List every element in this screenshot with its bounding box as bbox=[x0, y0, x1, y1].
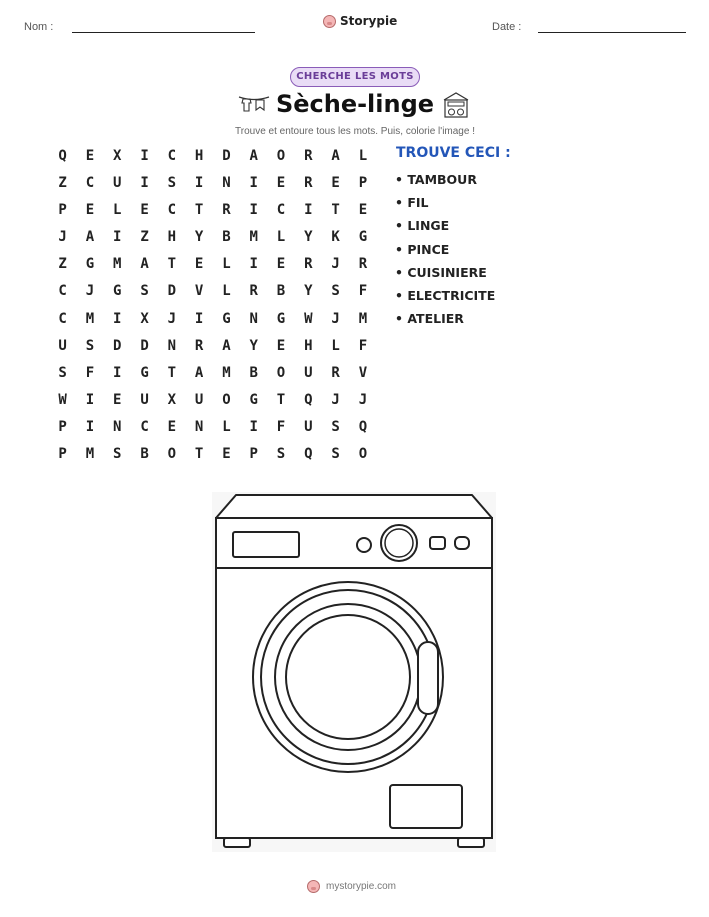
grid-letter[interactable]: V bbox=[358, 364, 368, 381]
grid-letter[interactable]: X bbox=[140, 310, 149, 327]
grid-letter[interactable]: J bbox=[358, 391, 368, 408]
grid-letter[interactable]: X bbox=[113, 148, 122, 164]
grid-letter[interactable]: R bbox=[194, 337, 204, 354]
grid-letter[interactable]: Q bbox=[304, 446, 313, 463]
grid-letter[interactable]: H bbox=[304, 337, 313, 354]
grid-letter[interactable]: O bbox=[276, 148, 286, 164]
grid-letter[interactable]: Y bbox=[304, 283, 313, 300]
grid-letter[interactable]: R bbox=[222, 202, 231, 219]
grid-letter[interactable]: H bbox=[167, 229, 177, 246]
grid-letter[interactable]: D bbox=[140, 337, 149, 354]
grid-letter[interactable]: H bbox=[194, 148, 204, 164]
grid-letter[interactable]: O bbox=[167, 446, 177, 463]
grid-letter[interactable]: S bbox=[85, 337, 95, 354]
grid-letter[interactable]: J bbox=[85, 283, 95, 300]
grid-letter[interactable]: M bbox=[249, 229, 258, 246]
grid-letter[interactable]: A bbox=[85, 229, 95, 246]
grid-letter[interactable]: M bbox=[113, 256, 122, 273]
grid-letter[interactable]: J bbox=[331, 256, 340, 273]
pig-icon bbox=[323, 15, 336, 28]
grid-letter[interactable]: S bbox=[167, 175, 177, 192]
grid-letter[interactable]: E bbox=[331, 175, 340, 192]
grid-letter[interactable]: E bbox=[276, 256, 286, 273]
grid-letter[interactable]: E bbox=[276, 175, 286, 192]
grid-letter[interactable]: Y bbox=[249, 337, 258, 354]
grid-letter[interactable]: J bbox=[331, 391, 340, 408]
grid-letter[interactable]: Y bbox=[194, 229, 204, 246]
grid-letter[interactable]: W bbox=[58, 391, 67, 408]
grid-letter[interactable]: U bbox=[113, 175, 122, 192]
grid-letter[interactable]: E bbox=[85, 148, 95, 164]
grid-letter[interactable]: N bbox=[222, 175, 231, 192]
word-item: • CUISINIERE bbox=[395, 264, 487, 280]
grid-letter[interactable]: N bbox=[113, 418, 122, 435]
grid-letter[interactable]: C bbox=[167, 202, 177, 219]
grid-letter[interactable]: T bbox=[194, 446, 204, 463]
grid-letter[interactable]: G bbox=[113, 283, 122, 300]
grid-letter[interactable]: B bbox=[222, 229, 231, 246]
grid-letter[interactable]: C bbox=[167, 148, 177, 164]
grid-letter[interactable]: M bbox=[222, 364, 231, 381]
grid-letter[interactable]: D bbox=[167, 283, 177, 300]
grid-letter[interactable]: C bbox=[276, 202, 286, 219]
word-item: • PINCE bbox=[395, 241, 450, 257]
word-list-title: TROUVE CECI : bbox=[396, 145, 511, 161]
grid-letter[interactable]: U bbox=[58, 337, 67, 354]
washing-machine-illustration[interactable] bbox=[212, 492, 496, 852]
grid-letter[interactable]: J bbox=[167, 310, 177, 327]
name-label: Nom : bbox=[24, 21, 54, 33]
word-item: • ELECTRICITE bbox=[395, 287, 496, 303]
grid-letter[interactable]: T bbox=[167, 256, 177, 273]
grid-letter[interactable]: M bbox=[85, 446, 95, 463]
grid-letter[interactable]: L bbox=[113, 202, 122, 219]
grid-letter[interactable]: I bbox=[113, 364, 122, 381]
grid-letter[interactable]: P bbox=[249, 446, 258, 463]
grid-letter[interactable]: I bbox=[249, 256, 258, 273]
grid-letter[interactable]: F bbox=[358, 337, 368, 354]
grid-letter[interactable]: Q bbox=[58, 148, 67, 164]
grid-letter[interactable]: Z bbox=[140, 229, 149, 246]
grid-letter[interactable]: K bbox=[331, 229, 340, 246]
grid-letter[interactable]: Z bbox=[58, 175, 67, 192]
grid-letter[interactable]: T bbox=[167, 364, 177, 381]
grid-letter[interactable]: S bbox=[331, 283, 340, 300]
grid-letter[interactable]: C bbox=[58, 310, 67, 327]
grid-letter[interactable]: I bbox=[249, 202, 258, 219]
grid-letter[interactable]: N bbox=[249, 310, 258, 327]
grid-letter[interactable]: M bbox=[358, 310, 368, 327]
grid-letter[interactable]: G bbox=[140, 364, 149, 381]
grid-letter[interactable]: G bbox=[222, 310, 231, 327]
grid-letter[interactable]: Q bbox=[304, 391, 313, 408]
grid-letter[interactable]: I bbox=[113, 310, 122, 327]
grid-letter[interactable]: I bbox=[140, 148, 149, 164]
grid-letter[interactable]: G bbox=[358, 229, 368, 246]
grid-letter[interactable]: S bbox=[113, 446, 122, 463]
brand-name: Storypie bbox=[340, 14, 398, 28]
grid-letter[interactable]: A bbox=[222, 337, 231, 354]
grid-letter[interactable]: F bbox=[85, 364, 95, 381]
grid-letter[interactable]: P bbox=[58, 202, 67, 219]
grid-letter[interactable]: A bbox=[249, 148, 258, 164]
grid-letter[interactable]: R bbox=[304, 175, 313, 192]
grid-letter[interactable]: A bbox=[194, 364, 204, 381]
grid-letter[interactable]: R bbox=[358, 256, 368, 273]
grid-letter[interactable]: P bbox=[58, 446, 67, 463]
pig-icon bbox=[307, 880, 320, 893]
grid-letter[interactable]: U bbox=[194, 391, 204, 408]
grid-letter[interactable]: I bbox=[194, 310, 204, 327]
grid-letter[interactable]: I bbox=[140, 175, 149, 192]
grid-letter[interactable]: L bbox=[222, 418, 231, 435]
date-label: Date : bbox=[492, 21, 522, 33]
grid-letter[interactable]: E bbox=[85, 202, 95, 219]
grid-letter[interactable]: U bbox=[140, 391, 149, 408]
grid-letter[interactable]: A bbox=[331, 148, 340, 164]
word-search-grid[interactable] bbox=[49, 146, 377, 471]
grid-letter[interactable]: I bbox=[85, 391, 95, 408]
grid-letter[interactable]: L bbox=[222, 283, 231, 300]
grid-letter[interactable]: R bbox=[249, 283, 258, 300]
grid-letter[interactable]: D bbox=[113, 337, 122, 354]
grid-letter[interactable]: J bbox=[58, 229, 67, 246]
grid-letter[interactable]: P bbox=[358, 175, 368, 192]
grid-letter[interactable]: B bbox=[276, 283, 286, 300]
grid-letter[interactable]: J bbox=[331, 310, 340, 327]
grid-letter[interactable]: C bbox=[140, 418, 149, 435]
grid-letter[interactable]: C bbox=[85, 175, 95, 192]
grid-letter[interactable]: W bbox=[304, 310, 313, 327]
grid-letter[interactable]: P bbox=[58, 418, 67, 435]
grid-letter[interactable]: E bbox=[194, 256, 204, 273]
grid-letter[interactable]: O bbox=[276, 364, 286, 381]
grid-letter[interactable]: T bbox=[331, 202, 340, 219]
grid-letter[interactable]: M bbox=[85, 310, 95, 327]
grid-letter[interactable]: A bbox=[140, 256, 149, 273]
date-line[interactable] bbox=[538, 32, 686, 33]
grid-letter[interactable]: S bbox=[276, 446, 286, 463]
brand-logo bbox=[323, 14, 397, 28]
grid-letter[interactable]: D bbox=[222, 148, 231, 164]
word-list bbox=[395, 171, 495, 333]
grid-letter[interactable]: G bbox=[249, 391, 258, 408]
grid-letter[interactable]: B bbox=[140, 446, 149, 463]
laundromat-icon bbox=[441, 91, 471, 119]
instructions: Trouve et entoure tous les mots. Puis, colorie l'image ! bbox=[235, 126, 475, 137]
grid-letter[interactable]: U bbox=[304, 418, 313, 435]
grid-letter[interactable]: O bbox=[222, 391, 231, 408]
grid-letter[interactable]: Q bbox=[358, 418, 368, 435]
grid-letter[interactable]: T bbox=[276, 391, 286, 408]
grid-letter[interactable]: Y bbox=[304, 229, 313, 246]
grid-letter[interactable]: F bbox=[358, 283, 368, 300]
word-item: • LINGE bbox=[395, 218, 450, 234]
grid-letter[interactable]: L bbox=[358, 148, 368, 164]
grid-letter[interactable]: X bbox=[167, 391, 177, 408]
grid-letter[interactable]: I bbox=[85, 418, 95, 435]
grid-letter[interactable]: G bbox=[85, 256, 95, 273]
grid-letter[interactable]: I bbox=[113, 229, 122, 246]
grid-letter[interactable]: E bbox=[167, 418, 177, 435]
footer-url[interactable]: mystorypie.com bbox=[326, 881, 397, 892]
grid-letter[interactable]: E bbox=[358, 202, 368, 219]
grid-letter[interactable]: G bbox=[276, 310, 286, 327]
grid-letter[interactable]: N bbox=[167, 337, 177, 354]
grid-letter[interactable]: Z bbox=[58, 256, 67, 273]
grid-letter[interactable]: S bbox=[58, 364, 67, 381]
grid-letter[interactable]: N bbox=[194, 418, 204, 435]
grid-letter[interactable]: E bbox=[276, 337, 286, 354]
word-item: • TAMBOUR bbox=[395, 172, 477, 187]
grid-letter[interactable]: S bbox=[140, 283, 149, 300]
grid-letter[interactable]: R bbox=[304, 256, 313, 273]
grid-letter[interactable]: C bbox=[58, 283, 67, 300]
word-item: • FIL bbox=[395, 195, 429, 211]
grid-letter[interactable]: V bbox=[194, 283, 204, 300]
grid-letter[interactable]: L bbox=[276, 229, 286, 246]
grid-letter[interactable]: U bbox=[304, 364, 313, 381]
grid-letter[interactable]: E bbox=[222, 446, 231, 463]
page-title: Sèche-linge bbox=[275, 90, 435, 118]
grid-letter[interactable]: E bbox=[113, 391, 122, 408]
grid-letter[interactable]: R bbox=[304, 148, 313, 164]
grid-letter[interactable]: T bbox=[194, 202, 204, 219]
grid-letter[interactable]: L bbox=[331, 337, 340, 354]
footer bbox=[307, 880, 396, 893]
grid-letter[interactable]: I bbox=[249, 175, 258, 192]
grid-letter[interactable]: I bbox=[194, 175, 204, 192]
word-item: • ATELIER bbox=[395, 311, 464, 327]
name-line[interactable] bbox=[72, 32, 255, 33]
activity-badge: CHERCHE LES MOTS bbox=[290, 67, 420, 87]
grid-letter[interactable]: F bbox=[276, 418, 286, 435]
grid-letter[interactable]: I bbox=[304, 202, 313, 219]
grid-letter[interactable]: B bbox=[249, 364, 258, 381]
grid-letter[interactable]: O bbox=[358, 446, 368, 463]
grid-letter[interactable]: R bbox=[331, 364, 340, 381]
grid-letter[interactable]: E bbox=[140, 202, 149, 219]
grid-letter[interactable]: S bbox=[331, 418, 340, 435]
grid-letter[interactable]: I bbox=[249, 418, 258, 435]
grid-letter[interactable]: S bbox=[331, 446, 340, 463]
grid-letter[interactable]: L bbox=[222, 256, 231, 273]
